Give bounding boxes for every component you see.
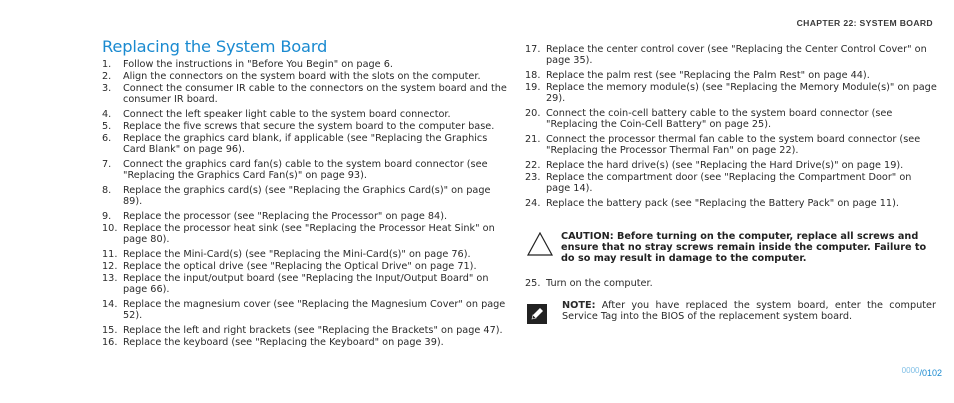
step-text: Replace the input/output board (see "Replacing the Input/Output Board" on page 66).: [123, 273, 489, 295]
step-text: Connect the left speaker light cable to the system board connector.: [123, 109, 451, 120]
step-text: Replace the palm rest (see "Replacing the Palm Rest" on page 44).: [546, 70, 870, 81]
list-item: [102, 133, 512, 155]
note-body: After you have replaced the system board, enter the computer Service Tag into the BIOS of the replacement system board.: [562, 300, 936, 322]
pencil-note-icon: [527, 304, 547, 324]
step-number: 7.: [102, 159, 112, 170]
step-text: Replace the magnesium cover (see "Replacing the Magnesium Cover" on page 52).: [123, 299, 506, 321]
step-number: 12.: [102, 261, 118, 272]
step-number: 20.: [525, 108, 541, 119]
step-text: Replace the graphics card blank, if applicable (see "Replacing the Graphics Card Blank" on page 96).: [123, 133, 488, 155]
step-text: Replace the Mini-Card(s) (see "Replacing the Mini-Card(s)" on page 76).: [123, 249, 471, 260]
step-number: 4.: [102, 109, 112, 120]
page-number: [902, 368, 942, 378]
list-item: [102, 261, 512, 272]
step-number: 2.: [102, 71, 112, 82]
caution-box: [527, 232, 937, 272]
step-number: 13.: [102, 273, 118, 284]
steps-list-right: [525, 44, 937, 213]
list-item: [102, 325, 512, 336]
step-number: 15.: [102, 325, 118, 336]
list-item: [102, 337, 512, 348]
steps-list-left: [102, 59, 512, 349]
list-item: [102, 185, 512, 207]
step-text: Connect the processor thermal fan cable to the system board connector (see "Replacing the Processor Thermal Fan" on page 22).: [546, 134, 921, 156]
step-text: Replace the battery pack (see "Replacing the Battery Pack" on page 11).: [546, 198, 899, 209]
list-item: [525, 70, 937, 81]
step-text: Replace the center control cover (see "Replacing the Center Control Cover" on page 35).: [546, 44, 927, 66]
note-text: [562, 300, 936, 322]
step-text: Replace the optical drive (see "Replacing the Optical Drive" on page 71).: [123, 261, 477, 272]
step-text: Replace the five screws that secure the system board to the computer base.: [123, 121, 495, 132]
step-text: Align the connectors on the system board with the slots on the computer.: [123, 71, 481, 82]
list-item: [525, 134, 937, 156]
step-number: 10.: [102, 223, 118, 234]
page-prefix: 0000: [901, 366, 920, 375]
step-text: Connect the consumer IR cable to the connectors on the system board and the consumer IR board.: [123, 83, 507, 105]
list-item: [102, 211, 512, 222]
caution-text: CAUTION: Before turning on the computer, replace all screws and ensure that no stray screws remain inside the computer. Failure to do so may result in damage to the computer.: [561, 231, 927, 264]
step-text: Connect the coin-cell battery cable to the system board connector (see "Replacing the Coin-Cell Battery" on page 25).: [546, 108, 893, 130]
step-text: Replace the hard drive(s) (see "Replacing the Hard Drive(s)" on page 19).: [546, 160, 904, 171]
page-number-value: /0102: [919, 368, 942, 378]
list-item: [525, 278, 653, 289]
list-item: [102, 299, 512, 321]
list-item: [102, 249, 512, 260]
step-number: 18.: [525, 70, 541, 81]
list-item: [525, 108, 937, 130]
step-number: 23.: [525, 172, 541, 183]
step-text: Replace the graphics card(s) (see "Replacing the Graphics Card(s)" on page 89).: [123, 185, 491, 207]
step-text: Replace the memory module(s) (see "Replacing the Memory Module(s)" on page 29).: [546, 82, 937, 104]
step-text: Replace the left and right brackets (see "Replacing the Brackets" on page 47).: [123, 325, 503, 336]
step-text: Replace the compartment door (see "Replacing the Compartment Door" on page 14).: [546, 172, 912, 194]
step-number: 25.: [525, 278, 541, 289]
note-label: NOTE:: [562, 300, 596, 311]
list-item: [102, 109, 512, 120]
step-text: Follow the instructions in "Before You Begin" on page 6.: [123, 59, 393, 70]
step-text: Turn on the computer.: [546, 278, 653, 289]
step-number: 6.: [102, 133, 112, 144]
step-number: 24.: [525, 198, 541, 209]
list-item: [525, 44, 937, 66]
step-number: 22.: [525, 160, 541, 171]
note-box: [527, 300, 937, 330]
list-item: [102, 159, 512, 181]
list-item: [525, 198, 937, 209]
step-number: 9.: [102, 211, 112, 222]
step-number: 5.: [102, 121, 112, 132]
list-item: [102, 59, 512, 70]
step-text: Replace the processor heat sink (see "Replacing the Processor Heat Sink" on page 80).: [123, 223, 495, 245]
list-item: [525, 172, 937, 194]
list-item: [102, 121, 512, 132]
step-number: 14.: [102, 299, 118, 310]
step-number: 17.: [525, 44, 541, 55]
list-item: [525, 160, 937, 171]
chapter-header: CHAPTER 22: SYSTEM BOARD: [796, 18, 933, 28]
step-text: Connect the graphics card fan(s) cable to the system board connector (see "Replacing the Graphics Card Fan(s)" on page 93).: [123, 159, 488, 181]
warning-triangle-icon: [527, 232, 553, 256]
page-title: Replacing the System Board: [102, 37, 328, 56]
step-text: Replace the keyboard (see "Replacing the Keyboard" on page 39).: [123, 337, 444, 348]
list-item: [102, 223, 512, 245]
list-item: [102, 273, 512, 295]
step-number: 11.: [102, 249, 118, 260]
list-item: [102, 83, 512, 105]
step-number: 8.: [102, 185, 112, 196]
step-number: 1.: [102, 59, 112, 70]
step-text: Replace the processor (see "Replacing the Processor" on page 84).: [123, 211, 448, 222]
step-number: 21.: [525, 134, 541, 145]
step-number: 3.: [102, 83, 112, 94]
list-item: [102, 71, 512, 82]
list-item: [525, 82, 937, 104]
step-number: 19.: [525, 82, 541, 93]
step-number: 16.: [102, 337, 118, 348]
